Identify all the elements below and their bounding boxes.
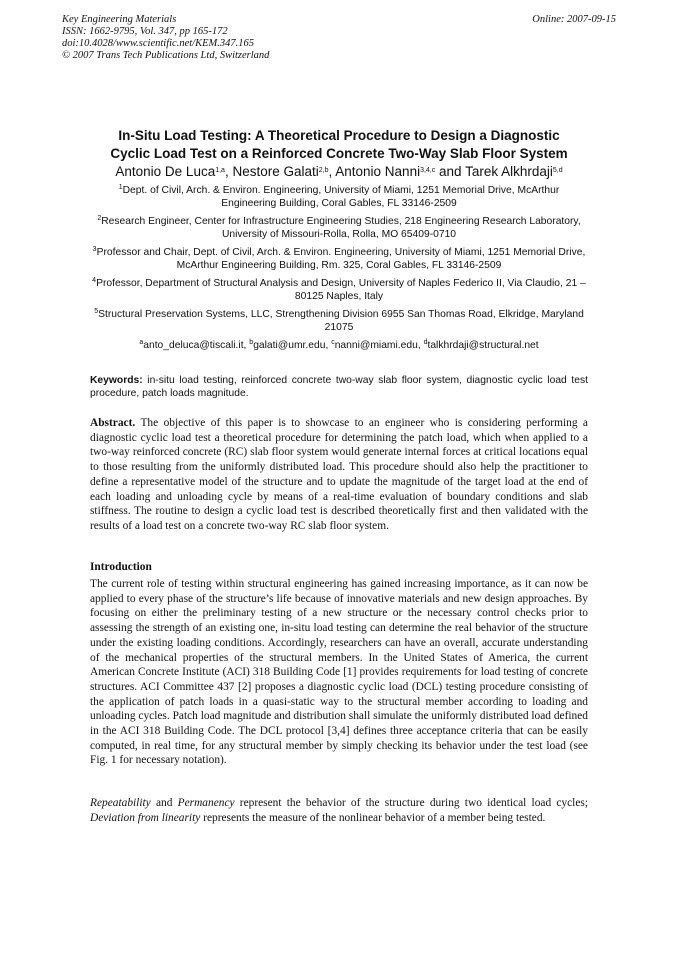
email-address: nanni@miami.edu, xyxy=(334,340,424,351)
keywords-block xyxy=(90,374,588,400)
affiliation-superscript: 4 xyxy=(92,277,97,284)
author-superscript: 2,b xyxy=(318,167,329,174)
affiliation-superscript: 2 xyxy=(97,215,102,222)
abstract-text: The objective of this paper is to showcase to an engineer who is considering performing a diagnostic cyclic load test a theoretical procedure for determining the patch load, which when applied to a two-way reinforced concrete (RC) slab floor system would generate internal forces at critical locations equal to those resulting from the uniformly distributed load. This procedure should also help the practitioner to define a representative model of the structure and to update the magnitude of the target load at the end of each loading and unloading cycle by means of a real-time evaluation of boundary conditions and slab stiffness. The routine to design a cyclic load test is described theoretically first and then validated with the results of a load test on a concrete two-way RC slab floor system. xyxy=(90,417,588,532)
affiliation xyxy=(90,184,588,210)
affiliation-superscript: 3 xyxy=(92,246,97,253)
email-superscript: c xyxy=(331,339,335,346)
journal-header xyxy=(62,14,616,62)
email-address: galati@umr.edu, xyxy=(253,340,332,351)
term-deviation-from-linearity: Deviation from linearity xyxy=(90,811,201,824)
email-superscript: a xyxy=(139,339,144,346)
paragraph-text: represents the measure of the nonlinear behavior of a member being tested. xyxy=(200,811,546,824)
affiliation-superscript: 5 xyxy=(94,308,99,315)
title-line-2: Cyclic Load Test on a Reinforced Concrete Two-Way Slab Floor System xyxy=(110,145,568,161)
term-permanency: Permanency xyxy=(177,797,235,809)
paragraph-text: represent the behavior of the structure during two identical load cycles; xyxy=(234,797,588,809)
affiliation xyxy=(90,308,588,334)
affiliation-text: Research Engineer, Center for Infrastructure Engineering Studies, 218 Engineering Research Laboratory, University of Missouri-Rolla, Rolla, MO 65409-0710 xyxy=(101,216,581,240)
copyright-line: © 2007 Trans Tech Publications Ltd, Switzerland xyxy=(62,50,270,61)
email-superscript: b xyxy=(249,339,254,346)
introduction-paragraph: The current role of testing within structural engineering has gained increasing importance, as it can now be applied to every phase of the structure’s life because of innovative materials and new design approaches. By focusing on either the preliminary testing of a new structure or the necessary control checks prior to assessing the strength of an existing one, in-situ load testing can determine the real behavior of the structure under the existing loading conditions. Accordingly, researchers can have an overall, accurate understanding of the mechanical properties of the structural members. In the United States of America, the current American Concrete Institute (ACI) 318 Building Code [1] provides requirements for load testing of concrete structures. ACI Committee 437 [2] proposes a diagnostic cyclic load (DCL) testing procedure consisting of the application of patch loads in a quasi-static way to the structural member according to loading and unloading cycles. Patch load magnitude and distribution shall simulate the uniformly distributed load defined in the ACI 318 Building Code. The DCL protocol [3,4] defines three acceptance criteria that can be easily computed, in real time, for any structural member by simply checking its behavior under the test load (see Fig. 1 for necessary notation). xyxy=(90,578,588,767)
affiliation-text: Dept. of Civil, Arch. & Environ. Engineering, University of Miami, 1251 Memorial Drive, McArthur Engineering Building, Coral Gables, FL 33146-2509 xyxy=(122,185,560,209)
affiliation-text: Professor, Department of Structural Analysis and Design, University of Naples Federico II, Via Claudio, 21 – 80125 Naples, Italy xyxy=(96,278,586,302)
online-date: Online: 2007-09-15 xyxy=(532,14,616,25)
keywords-label: Keywords: xyxy=(90,375,143,386)
affiliation-superscript: 1 xyxy=(118,184,123,191)
affiliation-text: Professor and Chair, Dept. of Civil, Arch. & Environ. Engineering, University of Miami, 1251 Memorial Drive, McArthur Engineering Building, Rm. 325, Coral Gables, FL 33146-2509 xyxy=(96,247,586,271)
author-superscript: 5,d xyxy=(552,167,563,174)
author-separator: , xyxy=(328,164,336,179)
affiliation xyxy=(90,246,588,272)
author-superscript: 1,a xyxy=(215,167,225,174)
affiliation-text: Structural Preservation Systems, LLC, Strengthening Division 6955 San Thomas Road, Elkridge, Maryland 21075 xyxy=(98,309,584,333)
title-line-1: In-Situ Load Testing: A Theoretical Procedure to Design a Diagnostic xyxy=(118,128,560,143)
doi-line: doi:10.4028/www.scientific.net/KEM.347.165 xyxy=(62,38,254,49)
paragraph-text: and xyxy=(150,797,178,809)
issn-line: ISSN: 1662-9795, Vol. 347, pp 165-172 xyxy=(62,26,228,37)
affiliation xyxy=(90,277,588,303)
author-name: Antonio Nanni xyxy=(335,164,421,179)
introduction-heading: Introduction xyxy=(90,561,152,573)
criteria-paragraph xyxy=(90,796,588,825)
email-list xyxy=(90,339,588,352)
paper-title xyxy=(62,127,616,162)
email-address: anto_deluca@tiscali.it, xyxy=(143,340,250,351)
affiliation-list xyxy=(90,184,588,357)
author-name: Tarek Alkhrdaji xyxy=(465,164,553,179)
term-repeatability: Repeatability xyxy=(90,797,151,809)
author-name: Antonio De Luca xyxy=(115,164,216,179)
author-separator: , xyxy=(224,164,233,179)
author-superscript: 3,4,c xyxy=(420,167,436,174)
abstract-block xyxy=(90,416,588,534)
affiliation xyxy=(90,215,588,241)
keywords-text: in-situ load testing, reinforced concrete two-way slab floor system, diagnostic cyclic load test procedure, patch loads magnitude. xyxy=(90,375,588,399)
abstract-label: Abstract. xyxy=(90,417,136,429)
author-separator: and xyxy=(435,164,466,179)
email-address: talkhrdaji@structural.net xyxy=(427,340,539,351)
author-name: Nestore Galati xyxy=(232,164,319,179)
author-list xyxy=(62,163,616,181)
journal-name: Key Engineering Materials xyxy=(62,14,177,25)
email-superscript: d xyxy=(423,339,428,346)
